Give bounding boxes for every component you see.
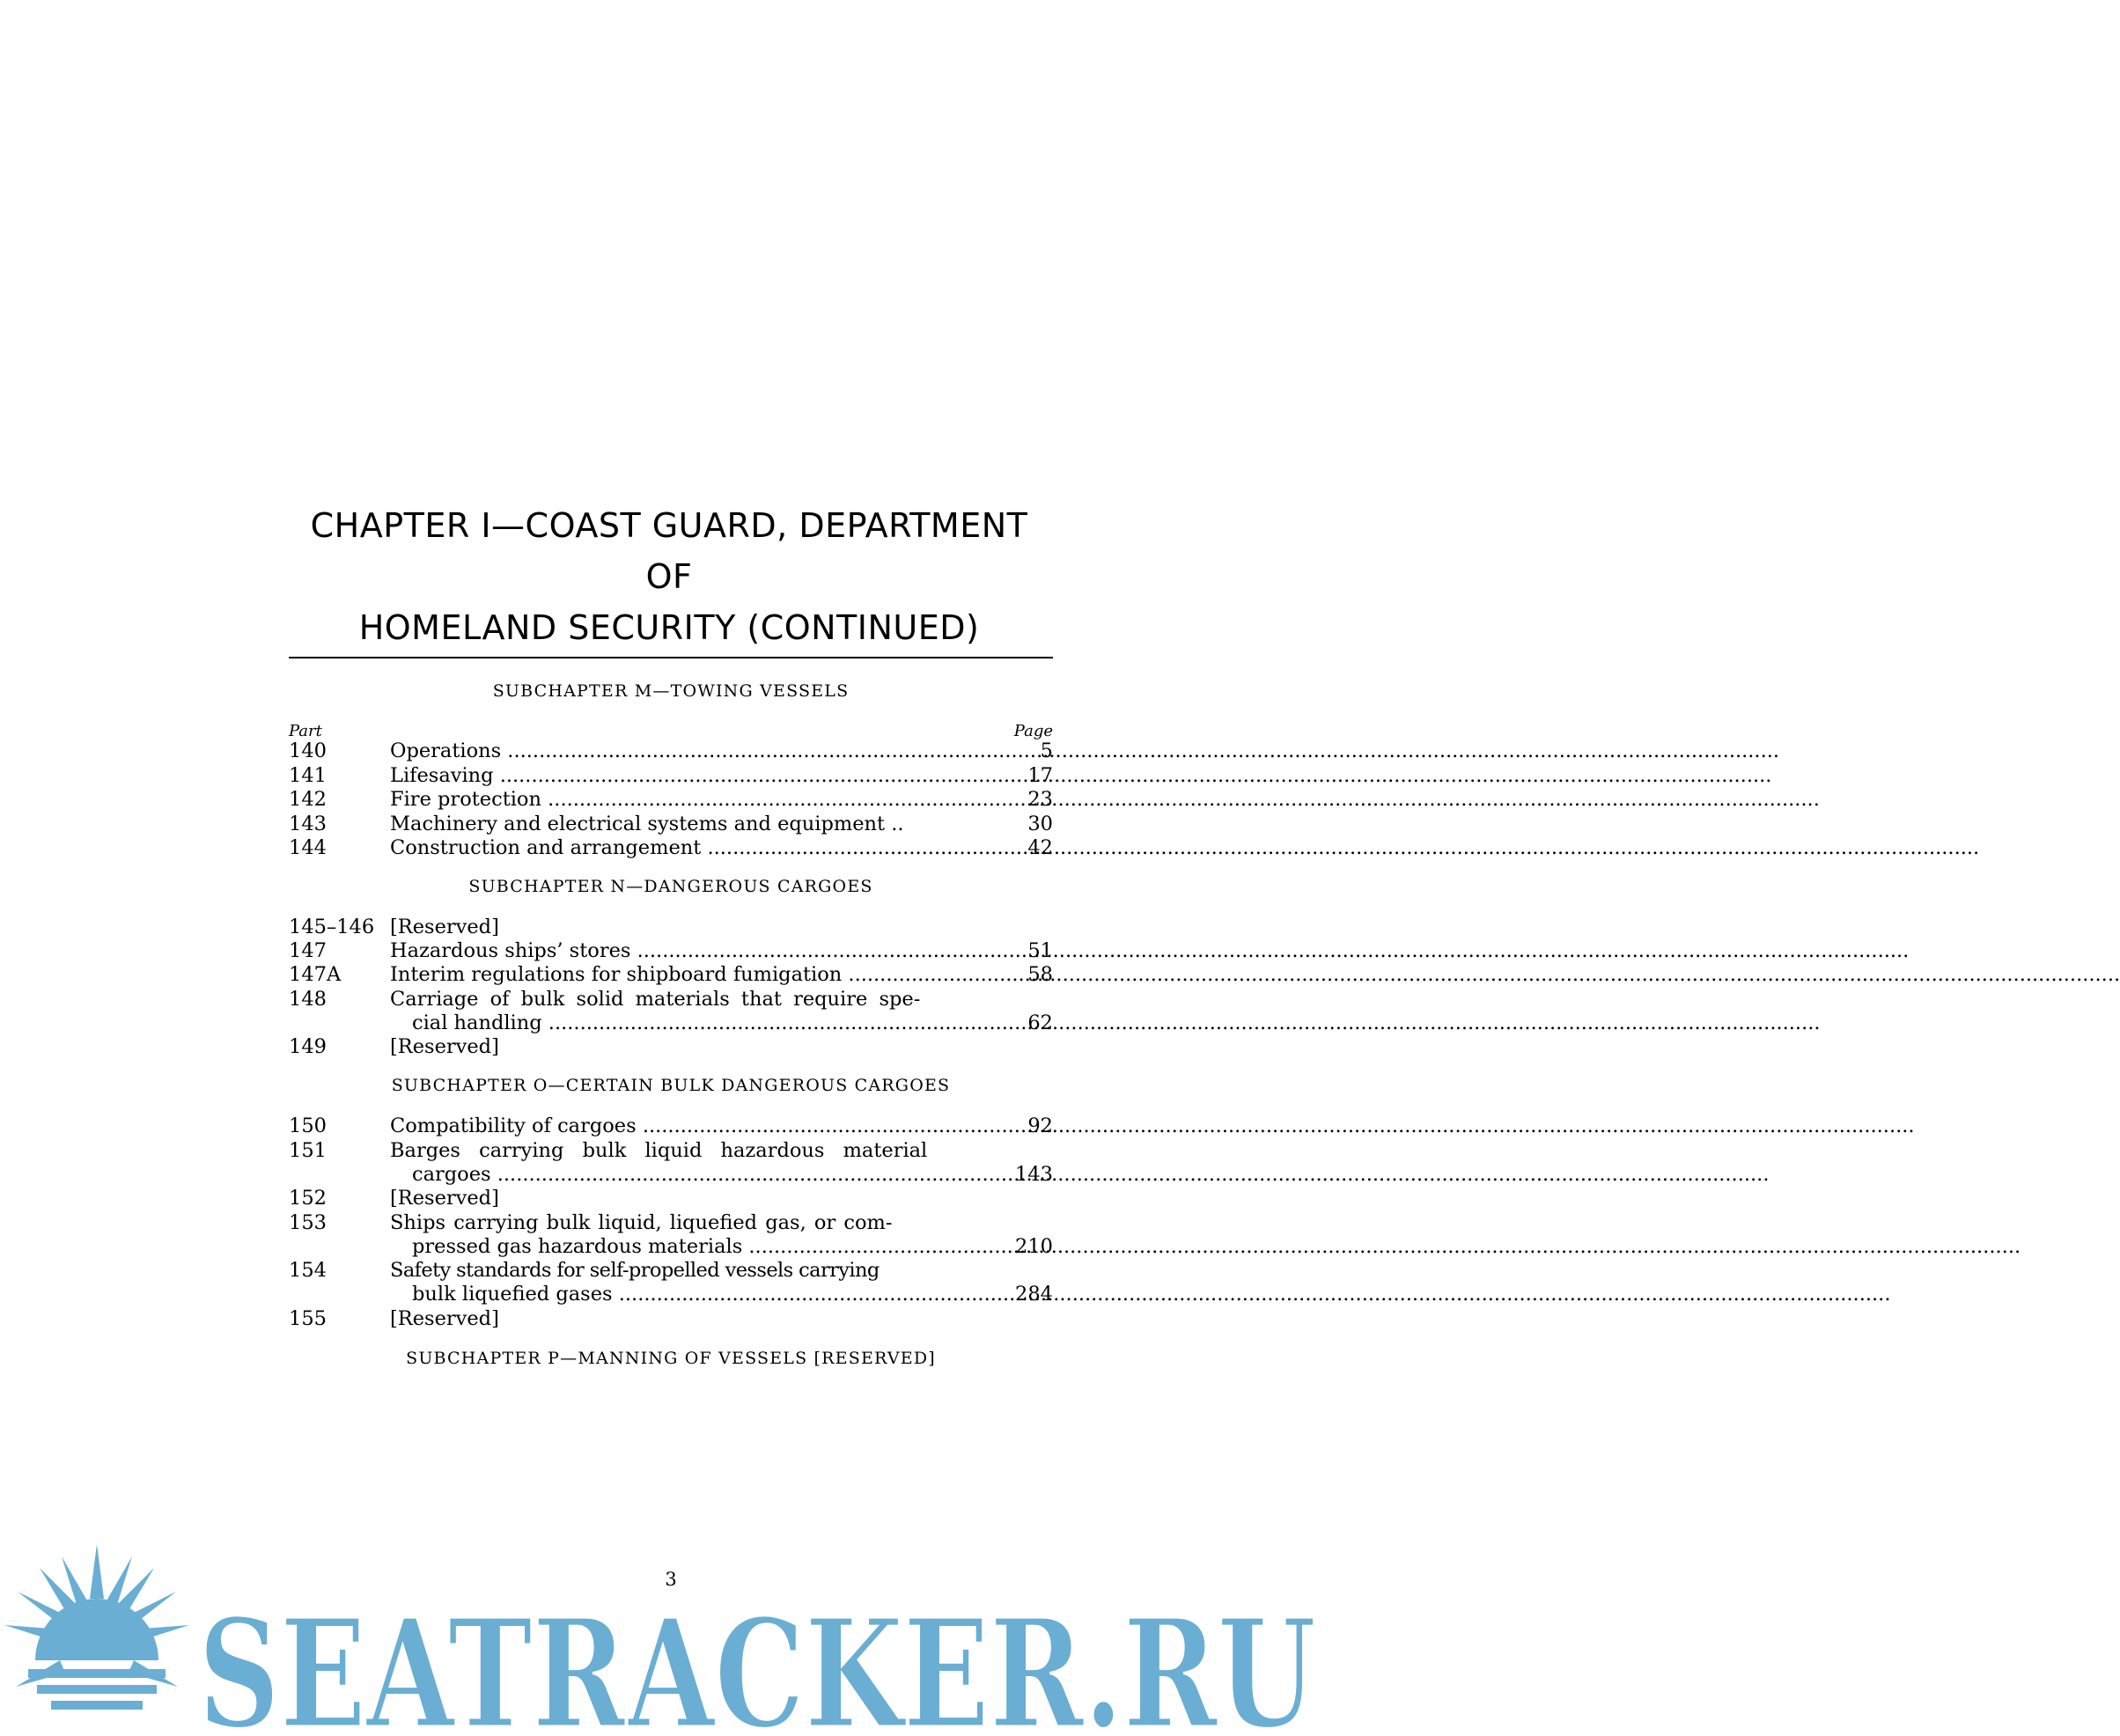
entry-title-line: cargoes ..... [412,1163,983,1187]
watermark [0,1537,1342,1736]
entry-title-line: pressed gas hazardous materials ..... [412,1235,983,1259]
sun-icon [4,1544,189,1710]
subchapter-heading-p: SUBCHAPTER P—MANNING OF VESSELS [RESERVED] [406,1349,936,1368]
entry-title: Compatibility of cargoes ..... [390,1114,1086,1138]
part-number: 147 [289,939,327,962]
page-ref: 23 [1027,788,1053,811]
part-number: 140 [289,739,327,762]
page-ref: 5 [1040,739,1053,762]
part-number: 155 [289,1307,327,1330]
title-line-2: HOMELAND SECURITY (CONTINUED) [358,608,980,647]
page-ref: 58 [1027,963,1053,986]
chapter-title [282,500,1056,653]
page-ref: 143 [1015,1163,1053,1186]
page-ref: 62 [1027,1011,1053,1034]
entry-title-line: Barges carrying bulk liquid hazardous material [390,1139,928,1162]
part-number: 152 [289,1187,327,1210]
entry-title-line: Carriage of bulk solid materials that require spe- [390,988,921,1011]
page-ref: 30 [1027,813,1053,835]
entry-title: Fire protection ..... [390,788,1086,812]
subchapter-heading-m: SUBCHAPTER M—TOWING VESSELS [492,681,850,701]
entry-title: Construction and arrangement ..... [390,836,1086,860]
subchapter-heading-n: SUBCHAPTER N—DANGEROUS CARGOES [468,877,873,896]
part-number: 150 [289,1114,327,1137]
subchapter-heading-o: SUBCHAPTER O—CERTAIN BULK DANGEROUS CARGOES [391,1076,951,1095]
entry-title-line: bulk liquefied gases ..... [412,1283,983,1306]
part-number: 153 [289,1211,327,1234]
watermark-text: SEATRACKER.RU [198,1586,1316,1736]
column-head-part: Part [289,722,322,740]
entry-title: Lifesaving ..... [390,764,1086,788]
entry-title: Interim regulations for shipboard fumigation ..... [390,963,1086,987]
part-number: 142 [289,788,327,811]
page-ref: 42 [1027,836,1053,859]
column-head-page: Page [1013,722,1053,740]
page-ref: 51 [1027,939,1053,962]
entry-title-line: Safety standards for self-propelled vessels carrying [390,1259,880,1282]
part-number: 151 [289,1139,327,1162]
entry-title: Operations ..... [390,739,1086,763]
part-number: 144 [289,836,327,859]
part-number: 143 [289,813,327,835]
part-number: 148 [289,988,327,1011]
page-ref: 92 [1027,1114,1053,1137]
part-number: 141 [289,764,327,787]
entry-title: Hazardous ships’ stores ..... [390,939,1086,963]
entry-title: [Reserved] [390,1187,499,1210]
page-ref: 17 [1027,764,1053,787]
title-line-1: CHAPTER I—COAST GUARD, DEPARTMENT OF [310,506,1028,596]
page-ref: 210 [1015,1235,1053,1258]
part-number: 147A [289,963,342,986]
page-number: 3 [665,1569,677,1590]
part-number: 145–146 [289,916,375,938]
page-ref: 284 [1015,1283,1053,1306]
entry-title: [Reserved] [390,1307,499,1330]
part-number: 149 [289,1035,327,1058]
entry-title: [Reserved] [390,1035,499,1058]
entry-title: Machinery and electrical systems and equipment .. [390,813,904,835]
entry-title-line: Ships carrying bulk liquid, liquefied gas, or com- [390,1211,893,1234]
entry-title-line: cial handling ..... [412,1011,983,1035]
entry-title: [Reserved] [390,916,499,938]
part-number: 154 [289,1259,327,1282]
title-rule [289,657,1053,658]
